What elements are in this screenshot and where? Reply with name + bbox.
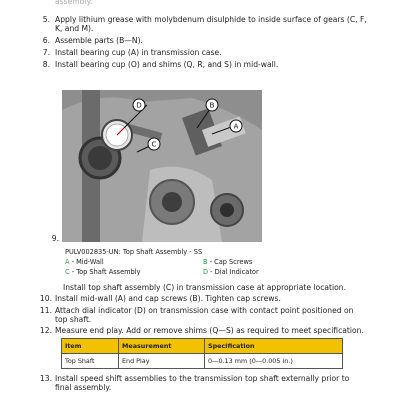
svg-text:D: D bbox=[136, 101, 142, 110]
photo-transmission-case bbox=[62, 90, 262, 242]
step-text: Install mid-wall (A) and cap screws (B). Tighten cap screws. bbox=[55, 294, 281, 303]
step-text: Install bearing cup (A) in transmission case. bbox=[55, 48, 222, 57]
table-cell: Top Shaft bbox=[62, 354, 119, 369]
svg-text:B: B bbox=[209, 101, 215, 110]
step-text: Install speed shift assemblies to the transmission top shaft externally prior to bbox=[55, 374, 350, 383]
callout-c-icon bbox=[148, 138, 160, 150]
step-text: top shaft. bbox=[55, 315, 92, 324]
step-text: Install bearing cup (O) and shims (Q, R, and S) in mid-wall. bbox=[55, 60, 279, 69]
callout-a-icon bbox=[230, 120, 242, 132]
step-number: 11. bbox=[39, 306, 52, 315]
step-number: 13. bbox=[39, 374, 52, 383]
cut-off-text: assembly. bbox=[55, 0, 93, 6]
step-number: 6. bbox=[42, 36, 50, 45]
step-number: 10. bbox=[39, 294, 52, 303]
callout-d-icon bbox=[133, 99, 145, 111]
step-text: final assembly. bbox=[55, 383, 112, 392]
step-text: Apply lithium grease with molybdenum disulphide to inside surface of gears (C, F, bbox=[55, 15, 367, 24]
callout-b-icon bbox=[206, 99, 218, 111]
table-row bbox=[62, 354, 343, 369]
legend-item-a: A - Mid-Wall bbox=[65, 258, 104, 266]
step-text: Measure end play. Add or remove shims (Q—S) as required to meet specification. bbox=[55, 326, 364, 335]
column-header: Specification bbox=[205, 339, 343, 354]
table-cell: 0—0.13 mm (0—0.005 in.) bbox=[205, 354, 343, 369]
table-cell: End Play bbox=[119, 354, 205, 369]
step-number: 9. bbox=[51, 234, 59, 243]
step-text: K, and M). bbox=[55, 24, 94, 33]
specification-table bbox=[61, 338, 343, 369]
column-header: Item bbox=[62, 339, 119, 354]
step-number: 8. bbox=[42, 60, 50, 69]
step-number: 7. bbox=[42, 48, 50, 57]
step-text: Install top shaft assembly (C) in transmission case at appropriate location. bbox=[63, 283, 346, 292]
svg-text:A: A bbox=[233, 122, 239, 131]
step-number: 12. bbox=[39, 326, 52, 335]
step-text: Attach dial indicator (D) on transmission case with contact point positioned on bbox=[55, 306, 354, 315]
legend-item-b: B - Cap Screws bbox=[203, 258, 253, 266]
figure-caption: PULV002835-UN: Top Shaft Assembly - SS bbox=[65, 248, 203, 256]
table-header-row bbox=[62, 339, 343, 354]
step-number: 5. bbox=[42, 15, 50, 24]
svg-text:C: C bbox=[151, 140, 157, 149]
figure-top-shaft-assembly bbox=[62, 90, 262, 242]
legend-item-d: D - Dial Indicator bbox=[203, 268, 259, 276]
step-text: Assemble parts (B—N). bbox=[55, 36, 143, 45]
column-header: Measurement bbox=[119, 339, 205, 354]
legend-item-c: C - Top Shaft Assembly bbox=[65, 268, 141, 276]
